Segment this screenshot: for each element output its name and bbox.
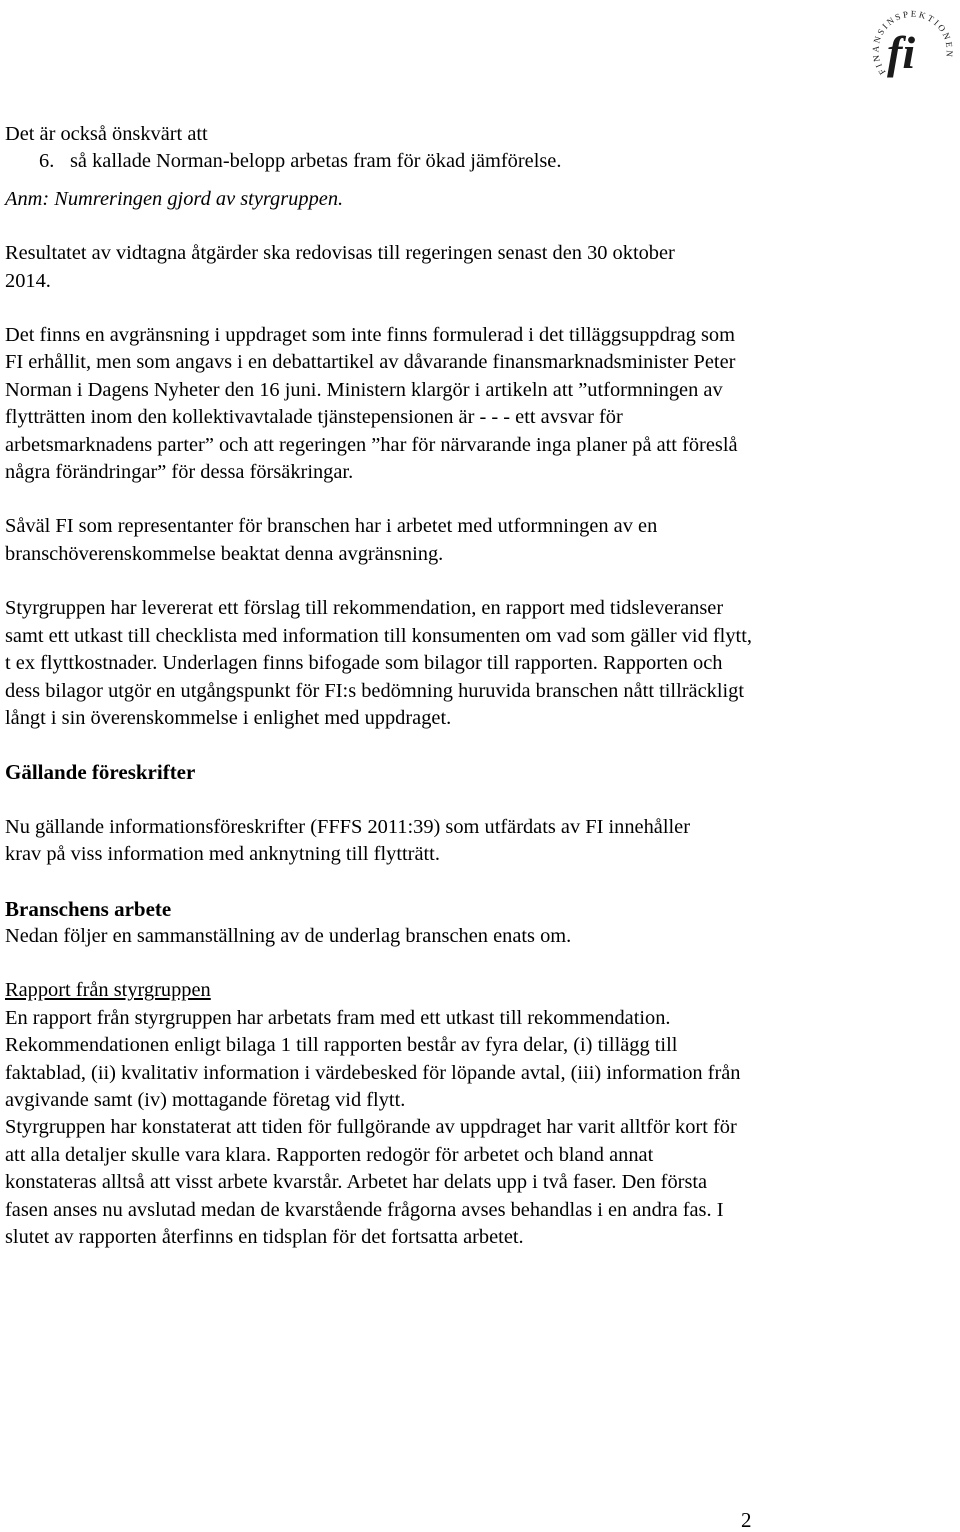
paragraph-regulations: Nu gällande informationsföreskrifter (FFFS 2011:39) som utfärdats av FI innehåller krav på viss information med anknytning till flytträtt.: [5, 815, 691, 866]
paragraph-time-plan: Styrgruppen har konstaterat att tiden för fullgörande av uppdraget har varit alltför kort för att alla detaljer skulle vara klara. Rapporten redogör för arbetet och bland annat konstateras alltså att visst arbete kvarstår. Arbetet har delats upp i två faser. Den första fasen anses nu avslutad medan de kvarstående frågorna avses behandlas i en andra fas. I slutet av rapporten återfinns en tidsplan för det fortsatta arbetet.: [5, 1116, 737, 1248]
paragraph-both-parties: Såväl FI som representanter för branschen har i arbetet med utformningen av en branschöverenskommelse beaktat denna avgränsning.: [5, 515, 658, 565]
paragraph-result: Resultatet av vidtagna åtgärder ska redovisas till regeringen senast den 30 oktober 2014.: [5, 242, 675, 292]
document-body: [5, 121, 955, 1251]
page-number: 2: [741, 1508, 752, 1532]
paragraph-industry-summary: Nedan följer en sammanställning av de underlag branschen enats om.: [5, 924, 572, 947]
intro-line: Det är också önskvärt att: [5, 123, 208, 145]
item-number: 6.: [39, 150, 55, 173]
paragraph-limitation: Det finns en avgränsning i uppdraget som inte finns formulerad i det tilläggsuppdrag som FI erhållit, men som angavs i en debattartikel av dåvarande finansmarknadsminister Peter Norman i Dagens Nyheter den 16 juni. Ministern klargör i artikeln att ”utformningen av flytträtten inom den kollektivavtalade tjänstepensionen är - - - ett avsvar för arbetsmarknadens parter” och att regeringen ”har för närvarande inga planer på att föreslå några förändringar” för dessa försäkringar.: [5, 324, 738, 484]
numbered-item: [5, 148, 955, 175]
logo-ring-text: FINANSINSPEKTIONEN: [870, 8, 955, 77]
logo-emblem-icon: [870, 2, 958, 88]
heading-industry-work: Branschens arbete: [5, 896, 172, 921]
heading-current-regulations: Gällande föreskrifter: [5, 760, 196, 785]
paragraph-steering-group: Styrgruppen har levererat ett förslag till rekommendation, en rapport med tidsleveranser samt ett utkast till checklista med information till konsumenten om vad som gäller vid flytt, t ex flyttkostnader. Underlagen finns bifogade som bilagor till rapporten. Rapporten och dess bilagor utgör en utgångspunkt för FI:s bedömning huruvida branschen nått tillräckligt långt i sin överenskommelse i enlighet med uppdraget.: [5, 597, 752, 729]
paragraph-report: En rapport från styrgruppen har arbetats fram med ett utkast till rekommendation. Rekommendationen enligt bilaga 1 till rapporten består av fyra delar, (i) tillägg till faktablad, (ii) kvalitativ information i värdebesked för löpande avtal, (iii) information från avgivande samt (iv) mottagande företag vid flytt.: [5, 1006, 741, 1111]
heading-steering-report: Rapport från styrgruppen: [5, 979, 211, 1002]
logo-monogram: fi: [887, 27, 916, 78]
numbering-note: Anm: Numreringen gjord av styrgruppen.: [5, 187, 344, 210]
item-text: så kallade Norman-belopp arbetas fram för ökad jämförelse.: [70, 150, 562, 173]
finansinspektionen-logo: [870, 2, 958, 88]
